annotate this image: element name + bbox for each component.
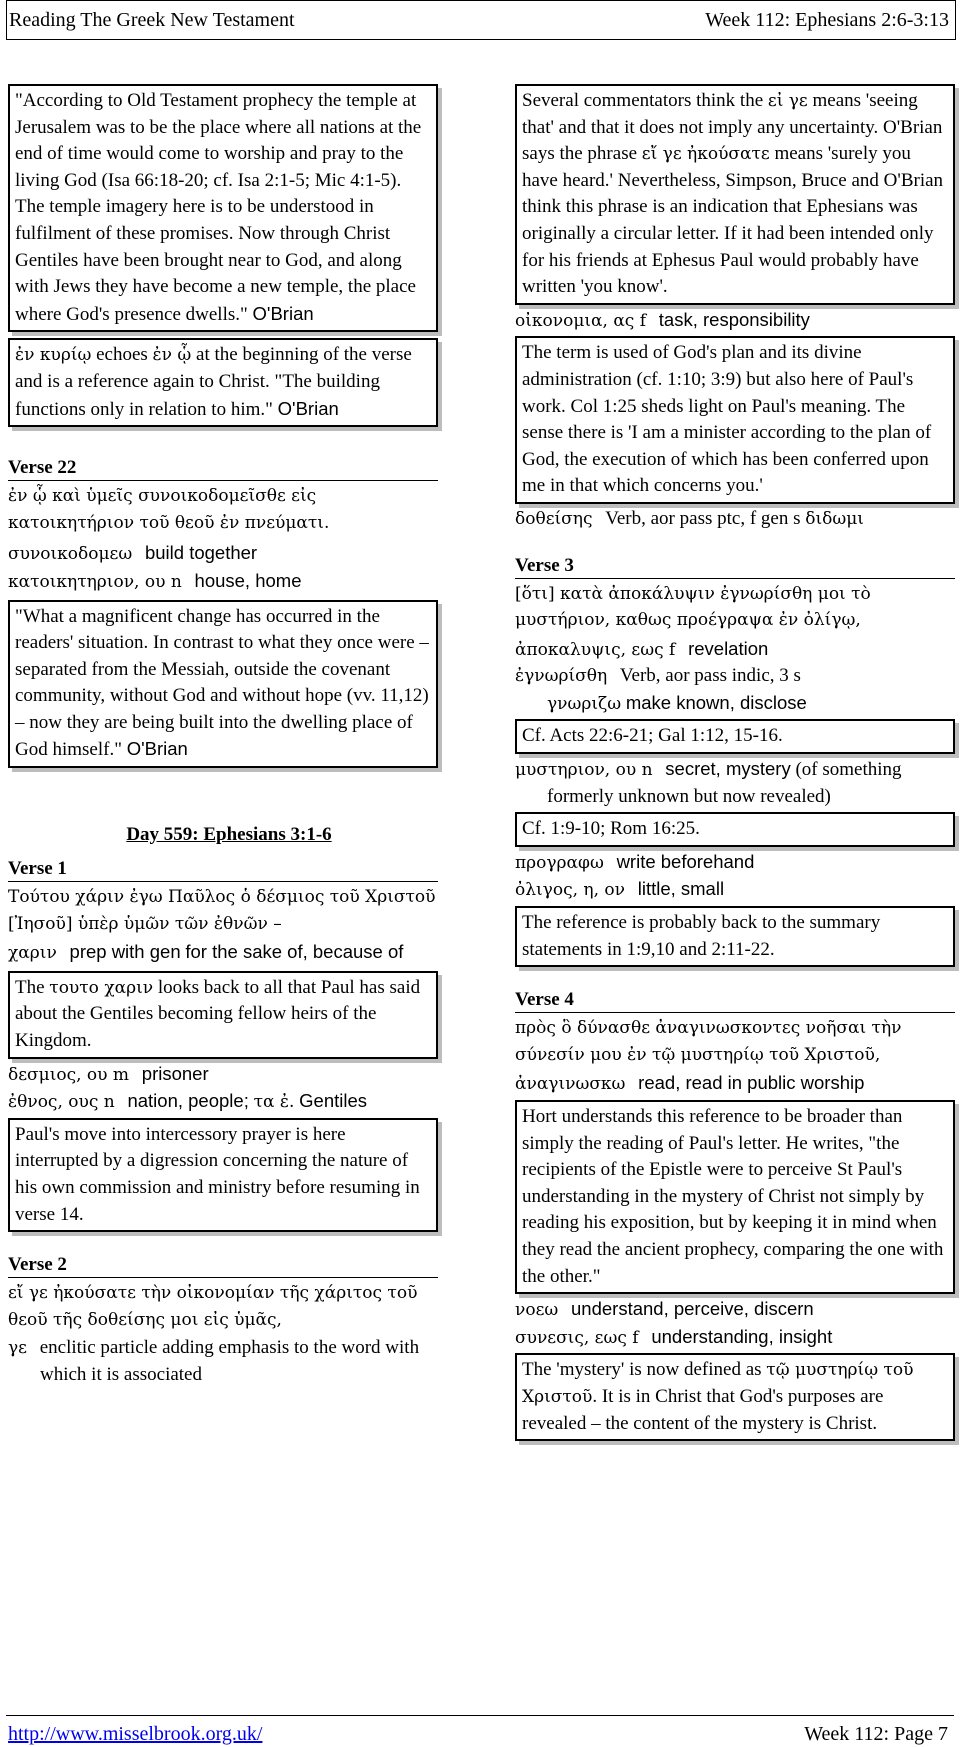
vocab-entry — [8, 568, 438, 596]
vocab-entry — [515, 756, 955, 810]
vocab-meaning: read, read in public worship — [638, 1072, 865, 1094]
vocab-meaning: prisoner — [141, 1062, 209, 1084]
vocab-meaning: write beforehand — [616, 850, 755, 872]
vocab-entry — [515, 663, 955, 690]
verse-1-heading: Verse 1 — [8, 858, 438, 882]
greek-phrase: ἐν ᾧ — [152, 345, 192, 366]
verse-22-quote-box — [8, 600, 438, 769]
right-column — [515, 84, 955, 1441]
vocab-greek: κατοικητηριον, ου n — [8, 571, 182, 592]
vocab-entry — [515, 1070, 955, 1098]
note-text: The 'mystery' is now defined as — [522, 1359, 762, 1381]
vocab-greek: προγραφω — [515, 852, 604, 873]
note-text: The reference is probably back to the summary statements in 1:9,10 and 2:11-22. — [522, 912, 881, 960]
obrian-attribution: O'Brian — [277, 397, 339, 419]
reference-text: Cf. Acts 22:6-21; Gal 1:12, 15-16. — [522, 725, 783, 747]
vocab-meaning: house, home — [194, 569, 302, 591]
note-text: The — [15, 976, 45, 998]
vocab-greek: συνεσις, εως f — [515, 1327, 639, 1348]
acts-ref-box — [515, 719, 955, 754]
vocab-greek: τα ἐ. — [253, 1092, 295, 1113]
mystery-note-box — [515, 1353, 955, 1441]
vocab-entry — [515, 1324, 955, 1352]
greek-phrase: ἐν κυρίῳ — [15, 345, 92, 366]
website-link[interactable]: http://www.misselbrook.org.uk/ — [8, 1723, 263, 1745]
verse-22-greek: ἐν ᾧ καὶ ὑμεῖς συνοικοδομεῖσθε εἰς κατοικητήριον τοῦ θεοῦ ἐν πνεύματι. — [8, 486, 330, 533]
hort-note-box — [515, 1100, 955, 1294]
vocab-lexeme: γνωριζω — [547, 693, 622, 714]
vocab-meaning: enclitic particle adding emphasis to the word with which it is associated — [39, 1337, 420, 1385]
vocab-meaning: Gentiles — [299, 1090, 368, 1112]
verse-2-heading: Verse 2 — [8, 1254, 438, 1278]
vocab-entry — [8, 1335, 438, 1388]
vocab-entry — [515, 506, 955, 533]
vocab-greek: μυστηριον, ου n — [515, 760, 653, 781]
note-text: Hort understands this reference to be broader than simply the reading of Paul's letter. He writes, "the recipients of the Epistle were to perceive St Paul's understanding in the mystery of Christ not simply by reading his exposition, but by keeping it in mind when they read the ancient prophecy, comparing the one with the other." — [522, 1106, 944, 1287]
verse-3-greek: [ὅτι] κατὰ ἀποκάλυψιν ἐγνωρίσθη μοι τὸ μυστήριον, καθως προέγραψα ἐν ὀλίγῳ, — [515, 583, 871, 631]
vocab-meaning: understanding, insight — [651, 1325, 833, 1347]
ei-ge-note-box — [515, 84, 955, 305]
vocab-entry — [515, 1296, 955, 1324]
vocab-meaning: revelation — [688, 637, 769, 659]
greek-phrase: τουτο χαριν — [49, 977, 154, 998]
obrian-quote-text: "According to Old Testament prophecy the temple at Jerusalem was to be the place where all nations at the end of time would come to worship and pray to the living God (Isa 66:18-20; cf. Isa 2:1-5; Mic 4:1-5). The temple imagery here is to be understood in fulfilment of these promises. Now through Christ Gentiles have been brought near to God, and along with Jews they have become a new temple, the place where God's presence dwells." — [15, 90, 422, 325]
vocab-meaning: for the sake of, because of — [185, 941, 404, 963]
note-text: at the beginning of the verse and is a reference again to Christ. "The building functions only in relation to him." — [15, 344, 412, 420]
vocab-greek: συνοικοδομεω — [8, 544, 133, 565]
note-text: means 'surely you have heard.' Nevertheless, Simpson, Bruce and O'Brian think this phrase is an indication that Ephesians was originally a circular letter. If it had been intended only for his friends at Ephesus Paul would probably have written 'you know'. — [522, 143, 944, 298]
en-kurio-note-box — [8, 338, 438, 427]
quote-text: "What a magnificent change has occurred in the readers' situation. In contrast to what they once were – separated from the Messiah, outside the covenant community, without God and without hope (vv. 11,12) – now they are being built into the dwelling place of God himself." — [15, 605, 429, 761]
col-ref-box — [515, 812, 955, 847]
vocab-lexeme: διδωμι — [805, 508, 864, 529]
reference-text: Cf. 1:9-10; Rom 16:25. — [522, 818, 700, 840]
vocab-entry — [8, 540, 438, 568]
obrian-attribution: O'Brian — [126, 738, 188, 760]
obrian-quote-box — [8, 84, 438, 332]
vocab-meaning: secret, mystery — [665, 758, 791, 780]
greek-phrase: εἰ γε — [767, 91, 808, 111]
note-text: Paul's move into intercessory prayer is here interrupted by a digression concerning the nature of his own commission and ministry before resuming in verse 14. — [15, 1123, 420, 1225]
vocab-parse: Verb, aor pass indic, 3 s — [619, 665, 801, 687]
vocab-extra: (of something formerly unknown but now revealed) — [547, 759, 902, 807]
header-title: Reading The Greek New Testament — [9, 9, 295, 31]
left-column — [8, 84, 438, 1389]
vocab-greek: ὀλιγος, η, ον — [515, 880, 625, 901]
vocab-greek: ἐθνος, ους n — [8, 1092, 115, 1113]
vocab-greek: οἰκονομια, ας f — [515, 310, 647, 331]
note-text: means 'seeing that' and that it does not imply any uncertainty. O'Brian says the phrase — [522, 90, 943, 165]
vocab-greek: γε — [8, 1338, 27, 1359]
verse-1-greek: Τούτου χάριν ἐγω Παῦλος ὁ δέσμιος τοῦ Χριστοῦ [Ἰησοῦ] ὑπὲρ ὑμῶν τῶν ἐθνῶν – — [8, 887, 436, 934]
oikonomia-note-box — [515, 336, 955, 504]
vocab-greek: νοεω — [515, 1300, 559, 1321]
vocab-entry — [8, 939, 438, 967]
day-title: Day 559: Ephesians 3:1-6 — [126, 824, 332, 846]
vocab-greek: ἐγνωρίσθη — [515, 666, 608, 687]
vocab-grammar: prep with gen — [69, 941, 181, 963]
greek-phrase: εἴ γε ἠκούσατε — [641, 144, 770, 165]
vocab-parse: Verb, aor pass ptc, f gen s — [605, 507, 801, 529]
greek-phrase: τῷ μυστηρίῳ τοῦ Χριστοῦ — [522, 1360, 914, 1407]
page-number: Week 112: Page 7 — [804, 1723, 948, 1745]
vocab-entry — [515, 849, 955, 877]
oligos-note-box — [515, 906, 955, 967]
vocab-greek: χαριν — [8, 943, 57, 964]
vocab-entry — [8, 1088, 438, 1116]
vocab-entry — [515, 307, 955, 335]
note-text: looks back to all that Paul has said about the Gentiles becoming fellow heirs of the Kingdom. — [15, 976, 421, 1052]
verse-22-heading: Verse 22 — [8, 457, 438, 481]
header-week: Week 112: Ephesians 2:6-3:13 — [705, 9, 949, 31]
vocab-greek: δεσμιος, ου m — [8, 1064, 130, 1085]
vocab-meaning: task, responsibility — [658, 308, 810, 330]
page-footer — [6, 1715, 954, 1745]
note-text: The term is used of God's plan and its divine administration (cf. 1:10; 3:9) but also here of Paul's work. Col 1:25 sheds light on Paul's meaning. The sense there is 'I am a minister according to the plan of God, the execution of which has been conferred upon me in that which concerns you.' — [522, 342, 932, 497]
vocab-entry — [515, 636, 955, 664]
note-text: Several commentators think the — [522, 90, 764, 111]
vocab-meaning: understand, perceive, discern — [571, 1298, 814, 1320]
touto-note-box — [8, 971, 438, 1059]
vocab-meaning: make known, disclose — [625, 691, 807, 713]
verse-2-greek: εἴ γε ἠκούσατε τὴν οἰκονομίαν τῆς χάριτος τοῦ θεοῦ τῆς δοθείσης μοι εἰς ὑμᾶς, — [8, 1283, 418, 1330]
vocab-meaning: build together — [144, 542, 258, 564]
digression-note-box — [8, 1118, 438, 1232]
vocab-entry — [515, 876, 955, 904]
obrian-attribution: O'Brian — [252, 302, 314, 324]
vocab-entry — [515, 690, 955, 718]
page-header — [6, 0, 956, 40]
note-text: echoes — [96, 344, 148, 366]
verse-4-greek: πρὸς ὃ δύνασθε ἀναγινωσκοντες νοῆσαι τὴν σύνεσίν μου ἐν τῷ μυστηρίῳ τοῦ Χριστοῦ, — [515, 1018, 902, 1065]
note-text: . It is in Christ that God's purposes are revealed – the content of the mystery is Christ. — [522, 1385, 884, 1434]
vocab-meaning: nation, people; — [127, 1090, 249, 1112]
vocab-greek: ἀποκαλυψις, εως f — [515, 639, 676, 660]
vocab-meaning: little, small — [637, 878, 725, 900]
vocab-entry — [8, 1061, 438, 1089]
vocab-greek: ἀναγινωσκω — [515, 1074, 626, 1095]
verse-4-heading: Verse 4 — [515, 989, 955, 1013]
verse-3-heading: Verse 3 — [515, 555, 955, 579]
vocab-greek: δοθείσης — [515, 508, 593, 529]
